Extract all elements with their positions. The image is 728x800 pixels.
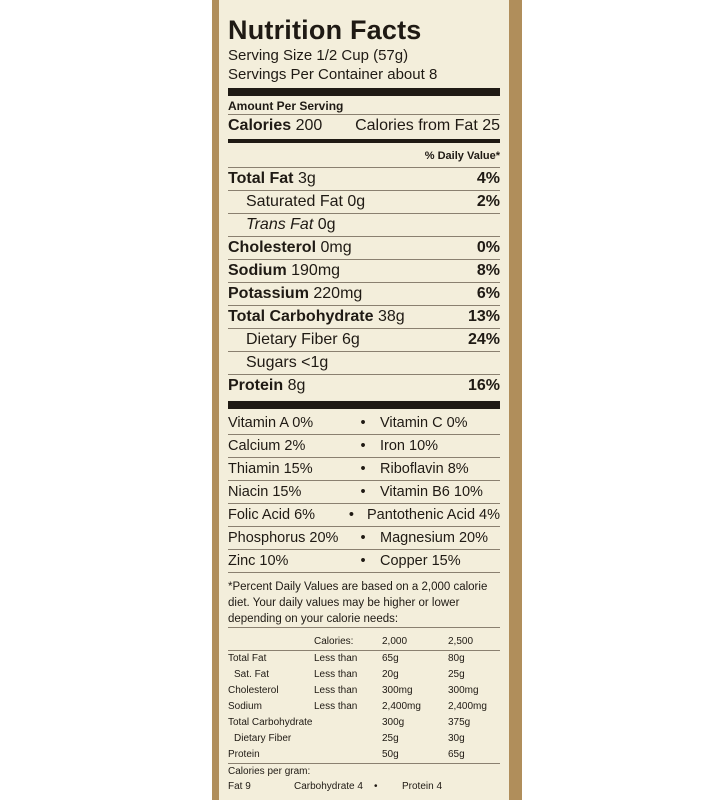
daily-value-footnote: *Percent Daily Values are based on a 2,000 calorie diet. Your daily values may be higher or lower depending on your calorie needs: <box>228 581 488 625</box>
dv-cell: 25g <box>448 669 465 680</box>
table-row <box>228 667 500 683</box>
nutrient-amount: 6g <box>342 331 360 348</box>
amount-per-serving: Amount Per Serving <box>228 99 344 113</box>
dv-cell: 80g <box>448 653 465 664</box>
dv-cell: 20g <box>382 669 399 680</box>
thin-divider <box>228 572 500 573</box>
vitamin-right: Vitamin B6 10% <box>380 484 483 500</box>
bullet: • <box>360 438 366 454</box>
dv-cell: 65g <box>448 749 465 760</box>
dv-cell: Less than <box>314 701 358 712</box>
nutrient-dv: 13% <box>467 308 500 325</box>
dv-cell: 2,400mg <box>382 701 421 712</box>
dv-cell: 50g <box>382 749 399 760</box>
dv-cell: Protein <box>228 749 260 760</box>
vitamin-right: Riboflavin 8% <box>380 461 469 477</box>
dv-table-header <box>228 634 500 650</box>
vitamin-row <box>228 435 500 457</box>
dv-cell: Cholesterol <box>228 685 279 696</box>
daily-value-reference-table <box>228 634 500 763</box>
nutrition-facts-panel <box>219 0 509 800</box>
nutrient-amount: 0g <box>347 193 366 210</box>
dv-cell: 375g <box>448 717 471 728</box>
medium-divider <box>228 139 500 143</box>
vitamin-left: Calcium 2% <box>228 438 306 454</box>
thick-divider <box>228 401 500 409</box>
serving-size: Serving Size 1/2 Cup (57g) <box>228 47 409 64</box>
nutrient-label: Cholesterol <box>228 239 317 256</box>
table-row <box>228 747 500 763</box>
calories-per-gram-row <box>228 779 500 795</box>
nutrient-amount: 38g <box>377 308 405 325</box>
dv-cell: 25g <box>382 733 399 744</box>
calories-from-fat: Calories from Fat 25 <box>355 117 500 134</box>
nutrient-row-total-fat <box>228 168 500 190</box>
dv-cell: 30g <box>448 733 465 744</box>
nutrient-label: Sugars <box>246 354 297 371</box>
vitamin-left: Phosphorus 20% <box>228 530 339 546</box>
thick-divider <box>228 88 500 96</box>
calories-row <box>228 115 500 137</box>
bullet: • <box>360 415 366 431</box>
dv-cell <box>314 715 382 731</box>
daily-value-header: % Daily Value* <box>424 150 500 162</box>
dv-cell <box>314 731 382 747</box>
nutrient-label: Potassium <box>228 285 309 302</box>
vitamin-right: Iron 10% <box>380 438 439 454</box>
dv-cell: Dietary Fiber <box>234 733 292 744</box>
vitamin-right: Vitamin C 0% <box>380 415 468 431</box>
dv-cell: Less than <box>314 685 358 696</box>
nutrient-dv: 8% <box>476 262 500 279</box>
nutrient-dv: 16% <box>467 377 500 394</box>
vitamin-row <box>228 527 500 549</box>
nutrient-row-sugars <box>228 352 500 374</box>
bullet: • <box>360 530 366 546</box>
dv-cell: Less than <box>314 653 358 664</box>
vitamin-left: Zinc 10% <box>228 553 289 569</box>
vitamin-right: Magnesium 20% <box>380 530 488 546</box>
dv-cell: Less than <box>314 669 358 680</box>
nutrient-amount: 0g <box>317 216 336 233</box>
vitamin-row <box>228 550 500 572</box>
cpg-carb: Carbohydrate 4 <box>294 781 363 792</box>
table-row <box>228 715 500 731</box>
thin-divider <box>228 627 500 628</box>
dv-cell: Calories: <box>314 636 354 647</box>
dv-cell: Sodium <box>228 701 262 712</box>
vitamin-row <box>228 458 500 480</box>
nutrient-amount: <1g <box>301 354 329 371</box>
dv-cell: 2,000 <box>382 636 408 647</box>
dv-cell: Sat. Fat <box>234 669 270 680</box>
calories-label: Calories <box>228 117 292 134</box>
vitamin-right: Pantothenic Acid 4% <box>366 507 500 523</box>
dv-cell: 300mg <box>448 685 479 696</box>
bullet: • <box>360 553 366 569</box>
vitamin-left: Thiamin 15% <box>228 461 313 477</box>
dv-cell: 2,500 <box>448 636 474 647</box>
dv-cell <box>228 634 314 650</box>
nutrient-row-saturated-fat <box>228 191 500 213</box>
cpg-protein: Protein 4 <box>402 781 443 792</box>
nutrient-label: Total Carbohydrate <box>228 308 374 325</box>
vitamin-left: Niacin 15% <box>228 484 302 500</box>
dv-cell: Total Carbohydrate <box>228 717 313 728</box>
vitamin-row <box>228 412 500 434</box>
nutrient-label: Saturated Fat <box>246 193 343 210</box>
nutrient-dv: 6% <box>476 285 500 302</box>
dv-cell <box>314 747 382 763</box>
nutrient-amount: 0mg <box>320 239 352 256</box>
nutrient-amount: 8g <box>287 377 306 394</box>
servings-per-container: Servings Per Container about 8 <box>228 66 438 83</box>
table-row <box>228 683 500 699</box>
table-row <box>228 651 500 667</box>
nutrient-label: Total Fat <box>228 170 294 187</box>
nutrient-row-dietary-fiber <box>228 329 500 351</box>
vitamin-row <box>228 504 500 526</box>
nutrient-label: Sodium <box>228 262 287 279</box>
nutrient-row-sodium <box>228 260 500 282</box>
nutrient-dv: 24% <box>467 331 500 348</box>
cpg-fat: Fat 9 <box>228 781 251 792</box>
bullet: • <box>360 484 366 500</box>
dv-cell: 65g <box>382 653 399 664</box>
calories-per-gram-label: Calories per gram: <box>228 766 311 777</box>
bullet: • <box>374 781 378 792</box>
nutrient-dv: 0% <box>476 239 500 256</box>
nutrient-label: Protein <box>228 377 284 394</box>
table-row <box>228 731 500 747</box>
table-row <box>228 699 500 715</box>
bullet: • <box>360 461 366 477</box>
nutrient-amount: 3g <box>297 170 316 187</box>
vitamin-left: Folic Acid 6% <box>228 507 316 523</box>
vitamin-right: Copper 15% <box>380 553 461 569</box>
panel-title: Nutrition Facts <box>228 15 422 45</box>
nutrient-row-total-carbohydrate <box>228 306 500 328</box>
nutrient-label: Trans Fat <box>246 216 314 233</box>
nutrient-row-trans-fat <box>228 214 500 236</box>
nutrient-dv: 2% <box>476 193 500 210</box>
nutrient-row-potassium <box>228 283 500 305</box>
dv-cell: 300mg <box>382 685 413 696</box>
calories-value: 200 <box>295 117 323 134</box>
bullet: • <box>348 507 354 523</box>
nutrient-label: Dietary Fiber <box>246 331 338 348</box>
nutrient-amount: 220mg <box>313 285 363 302</box>
nutrient-amount: 190mg <box>291 262 341 279</box>
vitamin-row <box>228 481 500 503</box>
dv-cell: 2,400mg <box>448 701 487 712</box>
dv-cell: 300g <box>382 717 405 728</box>
vitamin-left: Vitamin A 0% <box>228 415 314 431</box>
dv-cell: Total Fat <box>228 653 267 664</box>
nutrient-row-protein <box>228 375 500 397</box>
nutrient-dv: 4% <box>476 170 500 187</box>
nutrient-row-cholesterol <box>228 237 500 259</box>
